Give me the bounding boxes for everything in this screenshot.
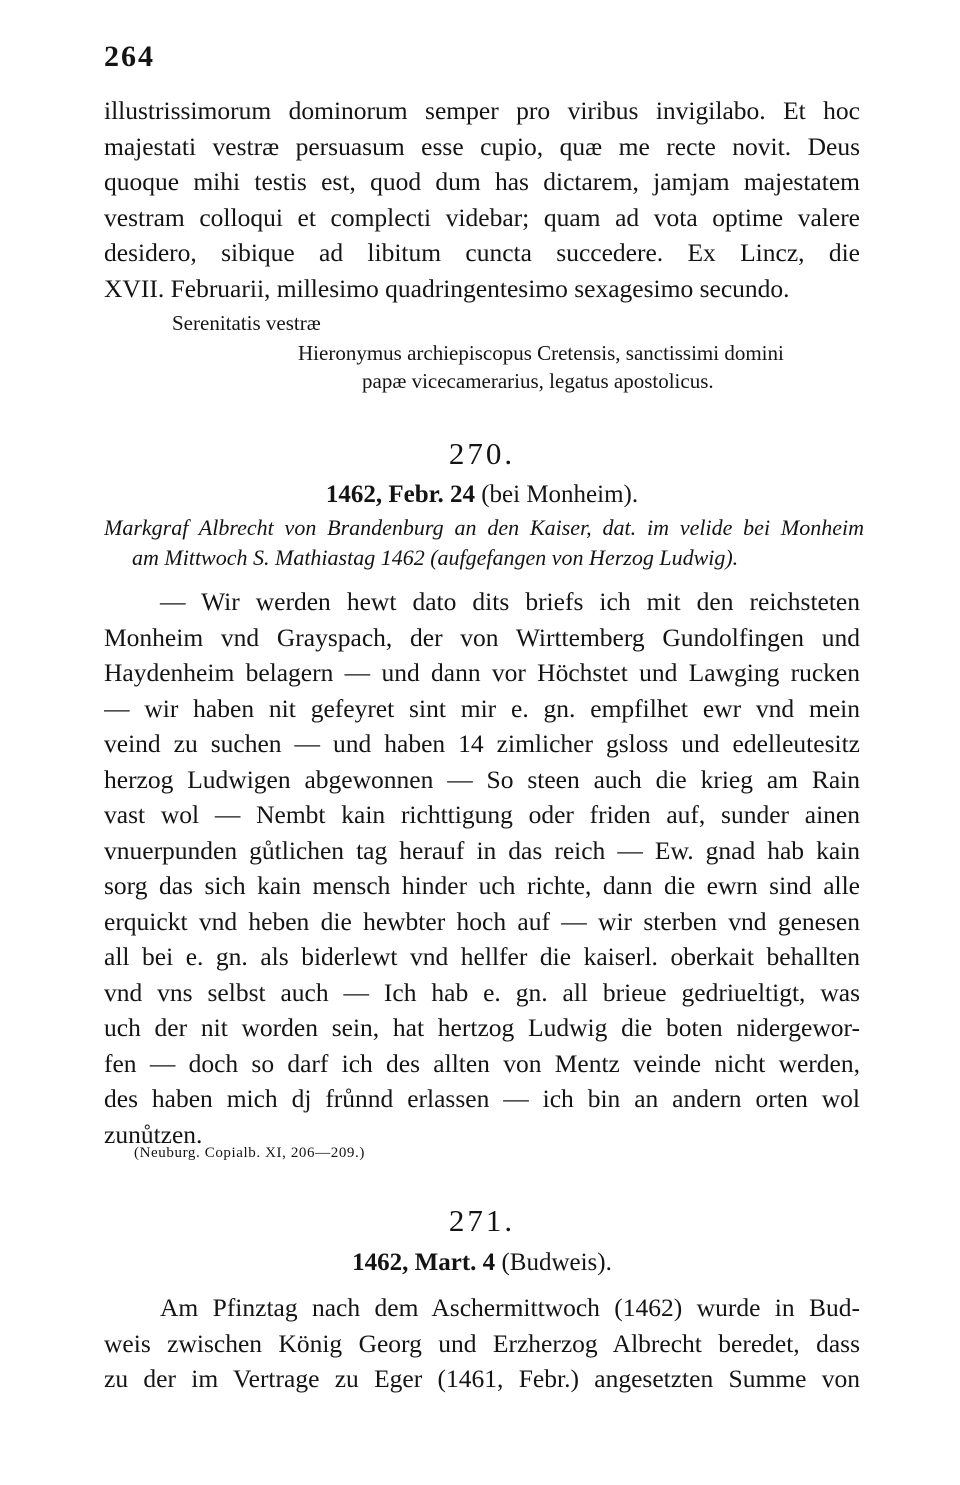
document-date: 1462, Mart. 4 xyxy=(352,1249,496,1276)
page-number: 264 xyxy=(104,40,155,73)
text-line: vnd vns selbst auch — Ich hab e. gn. all brieue gedriueltigt, was xyxy=(104,977,860,1007)
text-line: Monheim vnd Grayspach, der von Wirttemberg Gundolfingen und xyxy=(104,622,860,652)
document-date: 1462, Febr. 24 xyxy=(325,481,475,508)
document-summary xyxy=(104,513,864,573)
text-line: — Wir werden hewt dato dits briefs ich mit den reichsteten xyxy=(160,587,860,616)
text-line: erquickt vnd heben die hewbter hoch auf — wir sterben vnd genesen xyxy=(104,906,860,936)
text-line: des haben mich dj frůnnd erlassen — ich bin an andern orten wol xyxy=(104,1084,860,1113)
text-line: desidero, sibique ad libitum cuncta succedere. Ex Lincz, die xyxy=(104,238,860,267)
intro-paragraph xyxy=(104,93,860,306)
text-line: zu der im Vertrage zu Eger (1461, Febr.) angesetzten Summe von xyxy=(104,1364,860,1393)
document-number: 271. xyxy=(448,1203,516,1238)
text-line: Am Pfinztag nach dem Aschermittwoch (1462) wurde in Bud- xyxy=(160,1293,860,1322)
text-line: vast wol — Nembt kain richttigung oder friden auf, sunder ainen xyxy=(104,800,860,829)
text-line: all bei e. gn. als biderlewt vnd hellfer die kaiserl. oberkait behallten xyxy=(104,942,860,971)
source-citation: (Neuburg. Copialb. XI, 206—209.) xyxy=(134,1145,365,1161)
text-line: vestram colloqui et complecti videbar; quam ad vota optime valere xyxy=(104,202,860,232)
text-line: veind zu suchen — und haben 14 zimlicher gsloss und edelleutesitz xyxy=(104,729,860,758)
text-line: — wir haben nit gefeyret sint mir e. gn. empfilhet ewr vnd mein xyxy=(104,693,860,723)
text-line: quoque mihi testis est, quod dum has dictarem, jamjam majestatem xyxy=(104,167,860,196)
text-line: vnuerpunden gůtlichen tag herauf in das reich — Ew. gnad hab kain xyxy=(104,835,860,865)
text-line: illustrissimorum dominorum semper pro viribus invigilabo. Et hoc xyxy=(104,96,860,125)
text-line: herzog Ludwigen abgewonnen — So steen auch die krieg am Rain xyxy=(104,764,860,794)
closing-salutation: Serenitatis vestræ xyxy=(172,311,321,335)
text-line: weis zwischen König Georg und Erzherzog Albrecht beredet, dass xyxy=(104,1328,860,1358)
document-body xyxy=(104,1290,860,1397)
text-line: XVII. Februarii, millesimo quadringentesimo sexagesimo secundo. xyxy=(104,273,790,303)
document-body xyxy=(104,584,860,1152)
summary-line: Markgraf Albrecht von Brandenburg an den Kaiser, dat. im velide bei Monheim xyxy=(104,515,864,540)
document-number: 270. xyxy=(448,436,516,471)
text-line: zunůtzen. xyxy=(104,1119,203,1149)
signature-line: Hieronymus archiepiscopus Cretensis, sanctissimi domini xyxy=(298,341,784,365)
text-line: majestati vestræ persuasum esse cupio, quæ me recte novit. Deus xyxy=(104,131,860,161)
document-place: (bei Monheim). xyxy=(474,481,639,508)
text-line: sorg das sich kain mensch hinder uch richte, dann die ewrn sind alle xyxy=(104,871,860,900)
document-place: (Budweis). xyxy=(495,1249,612,1276)
document-date-heading xyxy=(104,1249,860,1277)
text-line: fen — doch so darf ich des allten von Mentz veinde nicht werden, xyxy=(104,1048,860,1078)
document-date-heading xyxy=(104,481,860,509)
signature-line: papæ vicecamerarius, legatus apostolicus. xyxy=(362,369,714,393)
summary-line: am Mittwoch S. Mathiastag 1462 (aufgefangen von Herzog Ludwig). xyxy=(132,545,739,570)
text-line: uch der nit worden sein, hat hertzog Ludwig die boten nidergewor- xyxy=(104,1013,860,1042)
text-line: Haydenheim belagern — und dann vor Höchstet und Lawging rucken xyxy=(104,658,860,687)
